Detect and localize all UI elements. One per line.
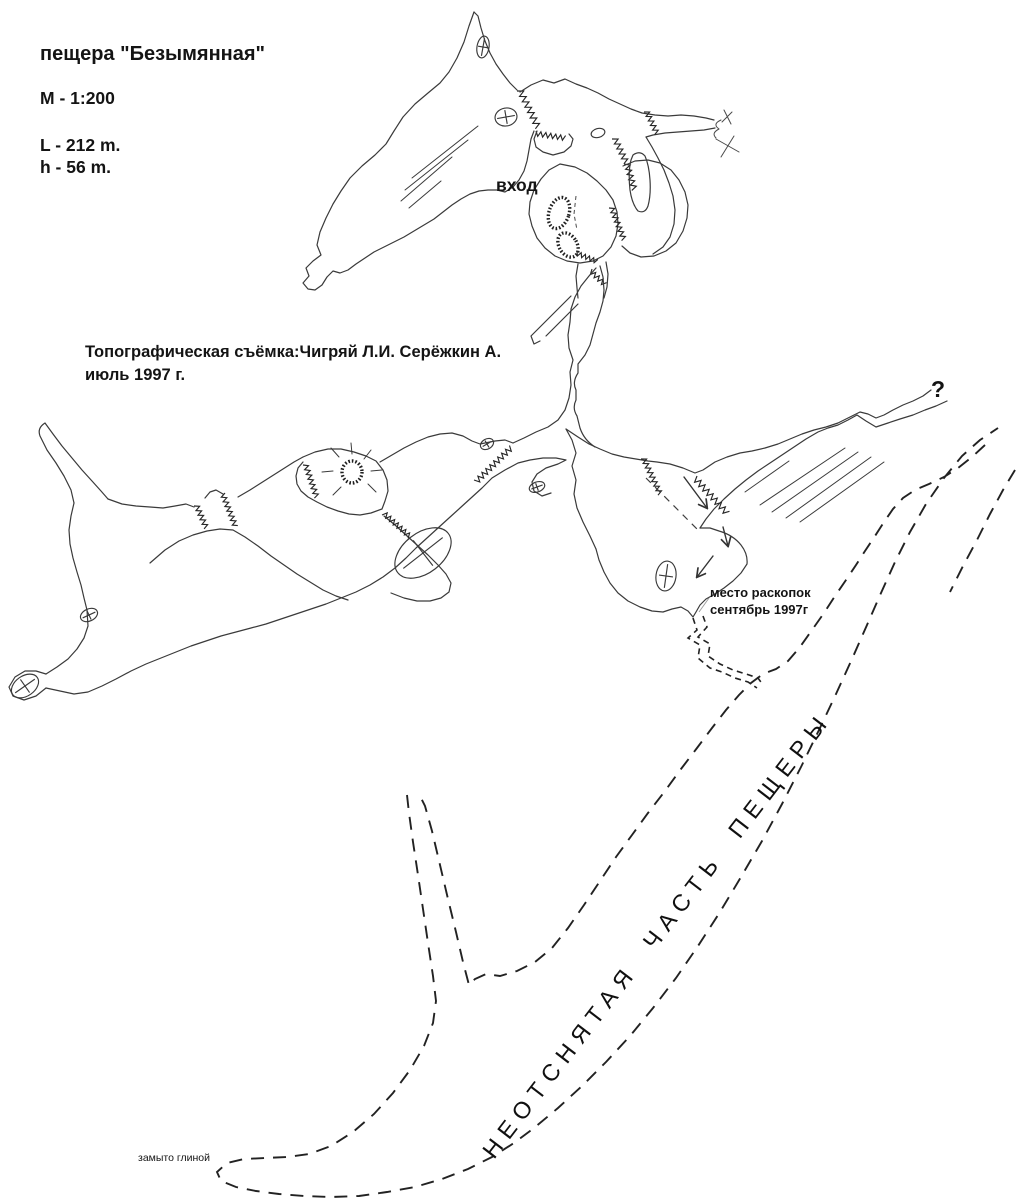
unsurveyed-part	[217, 428, 1015, 1197]
east-left-wavy-edge	[566, 429, 596, 549]
chimney-symbol	[494, 106, 519, 128]
pit-edge-zigzag	[609, 208, 625, 241]
west-fork-arm	[39, 423, 108, 503]
pit-edge-zigzag	[577, 251, 598, 263]
pit-edge-zigzag	[612, 139, 636, 190]
chimney-symbol	[78, 606, 99, 624]
unknown-continuation-label: ?	[931, 376, 946, 402]
east-complex	[566, 390, 947, 617]
pit-edge-zigzag	[517, 91, 540, 129]
pit-edge-zigzag	[536, 131, 566, 140]
entrance-pit-outline	[529, 164, 618, 263]
pit-edge-zigzag	[695, 476, 730, 513]
radial-ticks	[322, 443, 382, 495]
north-chamber-top-edge	[520, 79, 714, 120]
small-ellipse-symbol	[590, 127, 606, 139]
pit-inner-dashed-edge	[574, 196, 577, 230]
excavation-label-line2: сентябрь 1997г	[710, 602, 809, 617]
middle-system	[7, 423, 566, 703]
unsurveyed-outline-dashed	[217, 428, 1015, 1197]
west-passage-upper-edge	[108, 457, 303, 508]
ne-diagonal-upper-edge	[380, 433, 513, 462]
excavation-passage-dashed	[688, 616, 763, 688]
middle-lower-edge	[46, 458, 566, 694]
text-labels	[40, 43, 945, 1164]
chimney-symbol	[654, 560, 678, 592]
nw-chamber-spire-right-edge	[474, 12, 517, 90]
unsurveyed-label: НЕОТСНЯТАЯ ЧАСТЬ ПЕЩЕРЫ	[477, 706, 837, 1164]
vertical-passage-right-edge	[574, 266, 604, 447]
west-left-edge	[46, 503, 88, 674]
passage-end-curl	[714, 120, 721, 138]
ne-chamber-outline	[622, 160, 688, 257]
chimney-symbol	[7, 669, 43, 703]
flow-arrow	[723, 527, 728, 546]
entrance-label: вход	[496, 175, 538, 195]
nw-chamber-outline	[303, 12, 534, 290]
middle-chamber-outline	[296, 449, 388, 515]
excavation-label-line1: место раскопок	[710, 585, 811, 600]
survey-credit-line1: Топографическая съёмка:Чигряй Л.И. Серёжкин А.	[85, 343, 502, 361]
clay-label: замыто глиной	[138, 1152, 210, 1164]
pit-edge-zigzag	[474, 446, 511, 483]
cave-depth: h - 56 m.	[40, 157, 111, 177]
pit-edge-zigzag	[221, 493, 238, 526]
impassable-x-mark	[716, 110, 739, 157]
vertical-passage-left-edge	[513, 268, 596, 443]
gallery-slope-hatching	[745, 448, 884, 522]
north-chamber-west-lobe	[534, 131, 573, 155]
page-title: пещера "Безымянная"	[40, 43, 265, 65]
pit-edge-zigzag	[194, 506, 208, 529]
rimmed-hole-symbol	[342, 461, 362, 483]
chimney-symbol	[528, 480, 546, 495]
survey-credit-line2: июль 1997 г.	[85, 366, 186, 384]
map-scale: M - 1:200	[40, 88, 115, 108]
flow-arrow	[697, 556, 713, 577]
cave-length: L - 212 m.	[40, 135, 121, 155]
vertical-passage	[513, 266, 604, 447]
pit-edge-zigzag	[303, 465, 318, 498]
chimney-symbol	[478, 436, 495, 452]
gallery-se-edge	[700, 401, 947, 528]
east-top-edge-and-gallery-nw-edge	[566, 390, 931, 473]
chimney-symbol	[475, 35, 491, 59]
sw-tail-edges	[531, 296, 578, 344]
pit-rim-toothed	[545, 195, 574, 232]
west-passage-lower-edge	[150, 529, 348, 600]
